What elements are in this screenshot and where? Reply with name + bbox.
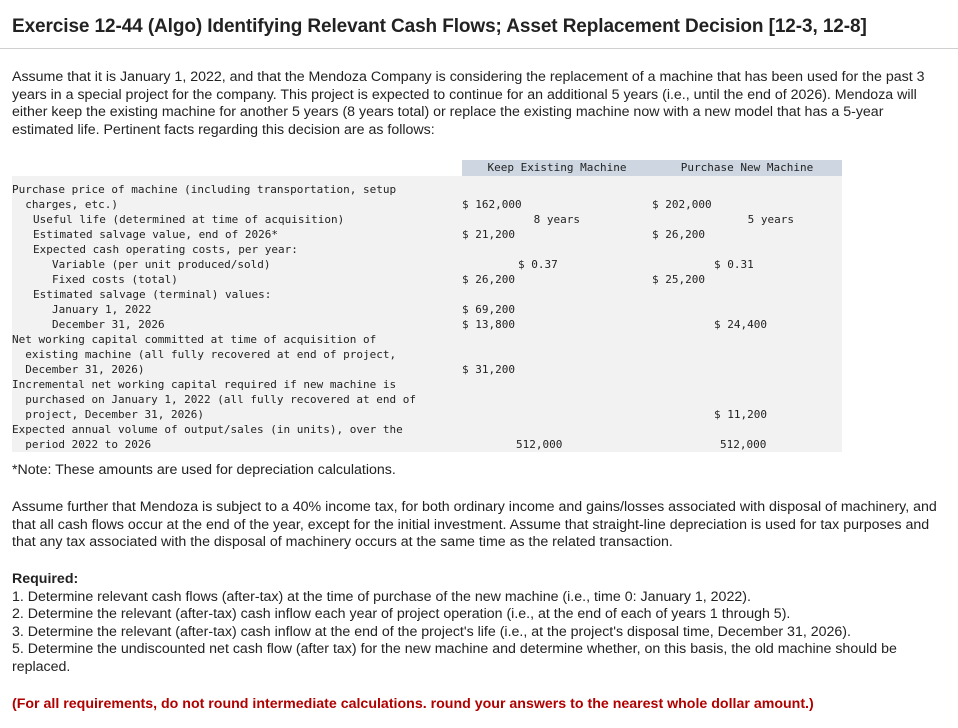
required-section	[12, 571, 948, 676]
new-value	[652, 302, 842, 317]
new-value	[652, 422, 842, 437]
title-divider	[0, 48, 958, 49]
header-purchase-new: Purchase New Machine	[652, 160, 842, 176]
required-item-1: 1. Determine relevant cash flows (after-tax) at the time of purchase of the new machine (i.e., time 0: January 1, 2022).	[12, 588, 751, 605]
new-value	[652, 377, 842, 392]
row-label: Useful life (determined at time of acquisition)	[12, 212, 462, 227]
row-label: period 2022 to 2026	[12, 437, 462, 452]
required-item-2: 2. Determine the relevant (after-tax) cash inflow each year of project operation (i.e., at the end of each of years 1 through 5).	[12, 606, 791, 622]
table-row	[12, 377, 842, 392]
row-label: Expected annual volume of output/sales (in units), over the	[12, 422, 462, 437]
depreciation-note: *Note: These amounts are used for depreciation calculations.	[12, 462, 396, 478]
table-row	[12, 197, 842, 212]
new-value	[652, 332, 842, 347]
new-value	[652, 347, 842, 362]
keep-value	[462, 407, 652, 422]
keep-value: $ 69,200	[462, 302, 652, 317]
table-header-row	[12, 160, 842, 176]
new-value	[652, 362, 842, 377]
new-value	[652, 287, 842, 302]
keep-value	[462, 392, 652, 407]
new-value: $ 26,200	[652, 227, 842, 242]
row-label: Expected cash operating costs, per year:	[12, 242, 462, 257]
required-item-3: 3. Determine the relevant (after-tax) cash inflow at the end of the project's life (i.e., at the project's disposal time, December 31, 2026).	[12, 623, 851, 640]
table-row	[12, 257, 842, 272]
keep-value: $ 0.37	[462, 257, 652, 272]
keep-value: $ 31,200	[462, 362, 652, 377]
row-label: Estimated salvage (terminal) values:	[12, 287, 462, 302]
table-row	[12, 392, 842, 407]
row-label: December 31, 2026)	[12, 362, 462, 377]
keep-value	[462, 377, 652, 392]
new-value: 512,000	[652, 437, 842, 452]
keep-value: 8 years	[462, 212, 652, 227]
row-label: Estimated salvage value, end of 2026*	[12, 227, 462, 242]
tax-assumptions-paragraph: Assume further that Mendoza is subject to a 40% income tax, for both ordinary income and gains/losses associated with disposal of machinery, and that all cash flows occur at the end of the year, except for the initial investment. Assume that straight-line depreciation is used for tax purposes and that any tax associated with the disposal of machinery occurs at the same time as the related transaction.	[12, 499, 937, 550]
row-label: purchased on January 1, 2022 (all fully recovered at end of	[12, 392, 462, 407]
table-row	[12, 287, 842, 302]
header-keep-existing: Keep Existing Machine	[462, 160, 652, 176]
pertinent-facts-table	[12, 160, 842, 452]
table-row	[12, 272, 842, 287]
keep-value	[462, 422, 652, 437]
row-label: Net working capital committed at time of acquisition of	[12, 332, 462, 347]
row-label: project, December 31, 2026)	[12, 407, 462, 422]
keep-value: 512,000	[462, 437, 652, 452]
row-label: Fixed costs (total)	[12, 272, 462, 287]
table-row	[12, 332, 842, 347]
table-row	[12, 302, 842, 317]
row-label: January 1, 2022	[12, 302, 462, 317]
new-value: $ 0.31	[652, 257, 842, 272]
keep-value	[462, 347, 652, 362]
required-heading: Required:	[12, 571, 79, 587]
keep-value: $ 162,000	[462, 197, 652, 212]
new-value	[652, 182, 842, 197]
table-row	[12, 242, 842, 257]
keep-value	[462, 287, 652, 302]
keep-value	[462, 242, 652, 257]
table-row	[12, 227, 842, 242]
row-label: Variable (per unit produced/sold)	[12, 257, 462, 272]
keep-value	[462, 182, 652, 197]
keep-value: $ 13,800	[462, 317, 652, 332]
new-value: 5 years	[652, 212, 842, 227]
new-value: $ 24,400	[652, 317, 842, 332]
row-label: Purchase price of machine (including transportation, setup	[12, 182, 462, 197]
intro-paragraph: Assume that it is January 1, 2022, and that the Mendoza Company is considering the replacement of a machine that has been used for the past 3 years in a special project for the company. This project is expected to continue for an additional 5 years (i.e., until the end of 2026). Mendoza will either keep the existing machine for another 5 years (8 years total) or replace the existing machine now with a new model that has a 5-year estimated life. Pertinent facts regarding this decision are as follows:	[12, 69, 925, 138]
table-row	[12, 317, 842, 332]
new-value	[652, 392, 842, 407]
table-row	[12, 437, 842, 452]
row-label: charges, etc.)	[12, 197, 462, 212]
table-row	[12, 182, 842, 197]
new-value: $ 25,200	[652, 272, 842, 287]
row-label: December 31, 2026	[12, 317, 462, 332]
keep-value	[462, 332, 652, 347]
table-row	[12, 407, 842, 422]
row-label: Incremental net working capital required if new machine is	[12, 377, 462, 392]
table-row	[12, 422, 842, 437]
rounding-instruction: (For all requirements, do not round intermediate calculations. round your answers to the nearest whole dollar amount.)	[12, 696, 814, 712]
keep-value: $ 26,200	[462, 272, 652, 287]
header-blank-cell	[12, 160, 462, 176]
table-row	[12, 362, 842, 377]
row-label: existing machine (all fully recovered at end of project,	[12, 347, 462, 362]
table-row	[12, 212, 842, 227]
new-value: $ 11,200	[652, 407, 842, 422]
new-value	[652, 242, 842, 257]
keep-value: $ 21,200	[462, 227, 652, 242]
required-item-5: 5. Determine the undiscounted net cash flow (after tax) for the new machine and determine whether, on this basis, the old machine should be replaced.	[12, 641, 897, 675]
exercise-title: Exercise 12-44 (Algo) Identifying Relevant Cash Flows; Asset Replacement Decision [12-3, 12-8]	[12, 16, 867, 37]
new-value: $ 202,000	[652, 197, 842, 212]
table-row	[12, 347, 842, 362]
